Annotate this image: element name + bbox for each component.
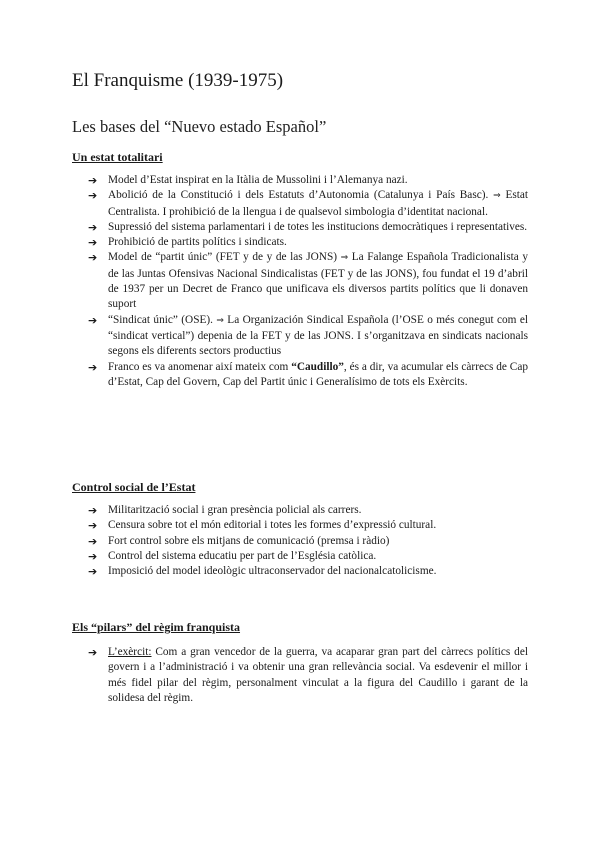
document-title: El Franquisme (1939-1975) [72,70,284,91]
arrow-bullet-icon: ➔ [88,174,98,187]
arrow-icon: ⇒ [216,315,224,326]
list-item: ➔ Prohibició de partits polítics i sindicats. [88,236,287,250]
list-item: ➔ Franco es va anomenar així mateix com “Caudillo”, és a dir, va acumular els càrrecs de Cap d’Estat, Cap del Govern, Cap del Partit únic i Generalísimo de tots els Exèrcits. [88,360,528,388]
section-heading-pillars: Els “pilars” del règim franquista [72,620,241,634]
list-item: ➔ Control del sistema educatiu per part de l’Església catòlica. [88,549,377,563]
list-item: ➔ Abolició de la Constitució i dels Estatuts d’Autonomia (Catalunya i País Basc). ⇒ Estat Centralista. I prohibició de la llengua i de qualsevol simbologia d’identitat nacional. [88,189,529,218]
arrow-bullet-icon: ➔ [88,189,98,203]
arrow-bullet-icon: ➔ [88,313,98,327]
arrow-bullet-icon: ➔ [88,504,98,517]
pillar-label: L’exèrcit: [108,646,152,658]
arrow-bullet-icon: ➔ [88,646,98,659]
arrow-bullet-icon: ➔ [88,549,98,563]
totalitarian-state-list [88,173,528,390]
arrow-bullet-icon: ➔ [88,360,98,374]
pillars-list [88,645,528,706]
arrow-bullet-icon: ➔ [88,519,98,533]
arrow-bullet-icon: ➔ [88,220,98,234]
social-control-list [88,503,528,579]
list-item: ➔ Militarització social i gran presència policial als carrers. [88,504,362,517]
section-heading-social-control: Control social de l’Estat [72,480,196,494]
list-item: ➔ Imposició del model ideològic ultraconservador del nacionalcatolicisme. [88,565,437,579]
list-item: ➔ Model d’Estat inspirat en la Itàlia de Mussolini i l’Alemanya nazi. [88,174,408,187]
list-item: ➔ Supressió del sistema parlamentari i de totes les institucions democràtiques i representatives. [88,220,528,234]
arrow-bullet-icon: ➔ [88,236,98,250]
arrow-icon: ⇒ [493,191,501,202]
list-item: ➔ L’exèrcit: Com a gran vencedor de la guerra, va acaparar gran part del càrrecs polítics del govern i a l’administració i va obtenir una gran rellevància social. Va esdevenir el millor i més fidel pilar del règim, personalment vinculat a la figura del Caudillo i garant de la solidesa del règim. [88,646,528,704]
list-item: ➔ “Sindicat únic” (OSE). ⇒ La Organización Sindical Española (l’OSE o més conegut com el “sindicat vertical”) depenia de la FET y de las JONS. I s’organitzava en sindicats nacionals segons els diferents sectors productius [88,313,528,358]
list-item: ➔ Fort control sobre els mitjans de comunicació (premsa i ràdio) [88,534,390,548]
list-item: ➔ Model de “partit únic” (FET y de y de las JONS) ⇒ La Falange Española Tradicionalista y de las Juntas Ofensivas Nacional Sindicalistas (FET y de las JONS), fou fundat el 19 d’abril de 1937 per un Decret de Franco que unificava els diversos partits polítics que li donaven suport [88,251,528,311]
arrow-bullet-icon: ➔ [88,534,98,548]
section-heading-totalitarian-state: Un estat totalitari [72,150,163,164]
arrow-bullet-icon: ➔ [88,565,98,579]
document-subtitle: Les bases del “Nuevo estado Español” [72,117,327,136]
arrow-bullet-icon: ➔ [88,251,98,265]
list-item: ➔ Censura sobre tot el món editorial i totes les formes d’expressió cultural. [88,519,437,533]
arrow-icon: ⇒ [340,253,349,264]
